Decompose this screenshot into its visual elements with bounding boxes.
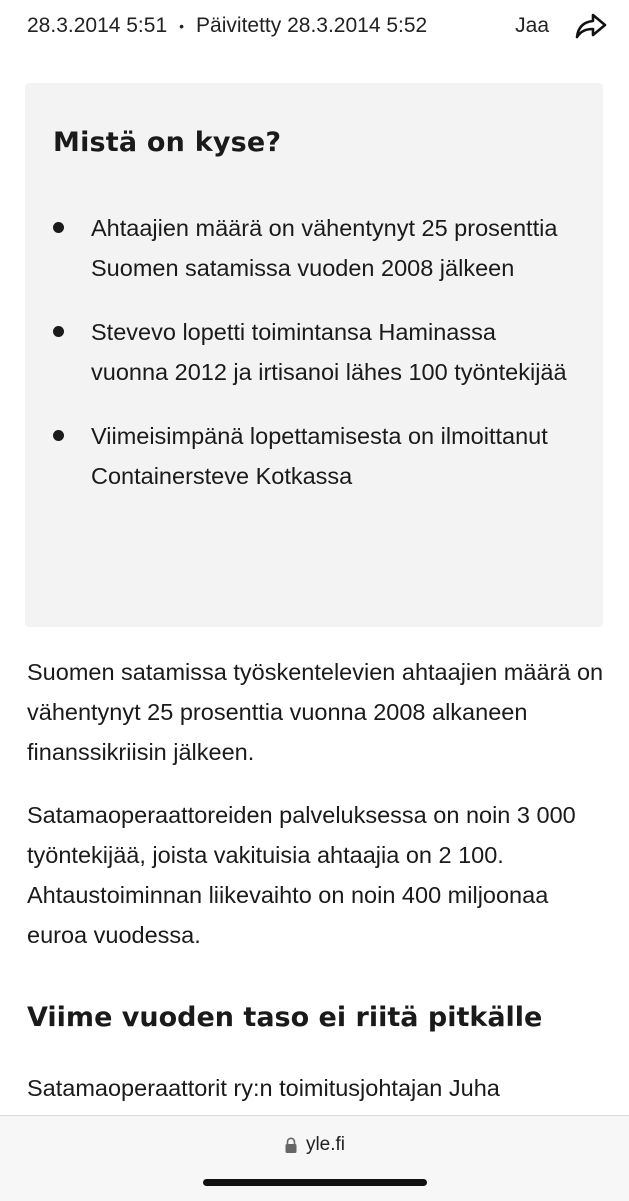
url-text: yle.fi [305,1134,346,1155]
factbox-title: Mistä on kyse? [53,127,282,158]
factbox-item [53,416,575,496]
article-paragraph: Suomen satamissa työskentelevien ahtaajien määrä on vähentynyt 25 prosenttia vuonna 2008 alkaneen finanssikriisin jälkeen. [27,659,604,765]
bullet-icon [53,326,64,337]
meta-separator: • [179,18,185,34]
article-paragraph: Satamaoperaattorit ry:n toimitusjohtajan Juha [27,1075,500,1101]
bullet-icon [53,430,64,441]
article-subheading: Viime vuoden taso ei riitä pitkälle [27,1002,543,1033]
address-bar[interactable] [0,1134,629,1156]
factbox-item-text: Stevevo lopetti toimintansa Haminassa vuonna 2012 ja irtisanoi lähes 100 työntekijää [91,319,567,385]
factbox-item-text: Viimeisimpänä lopettamisesta on ilmoittanut Containersteve Kotkassa [91,423,548,489]
published-time: 28.3.2014 5:51 [27,14,168,37]
factbox-list [53,208,575,496]
home-indicator[interactable] [203,1179,427,1186]
factbox-item [53,208,575,288]
updated-time: Päivitetty 28.3.2014 5:52 [196,14,428,37]
share-button[interactable]: Jaa [515,14,549,37]
lock-icon [284,1137,298,1154]
share-arrow-icon[interactable] [575,10,607,42]
factbox [25,83,603,627]
article-paragraph: Satamaoperaattoreiden palveluksessa on noin 3 000 työntekijää, joista vakituisia ahtaajia on 2 100. Ahtaustoiminnan liikevaihto on noin 400 miljoonaa euroa vuodessa. [27,802,576,948]
browser-bottom-bar [0,1115,629,1201]
factbox-item [53,312,575,392]
article-meta-bar [27,8,607,44]
bullet-icon [53,222,64,233]
factbox-item-text: Ahtaajien määrä on vähentynyt 25 prosenttia Suomen satamissa vuoden 2008 jälkeen [91,215,558,281]
